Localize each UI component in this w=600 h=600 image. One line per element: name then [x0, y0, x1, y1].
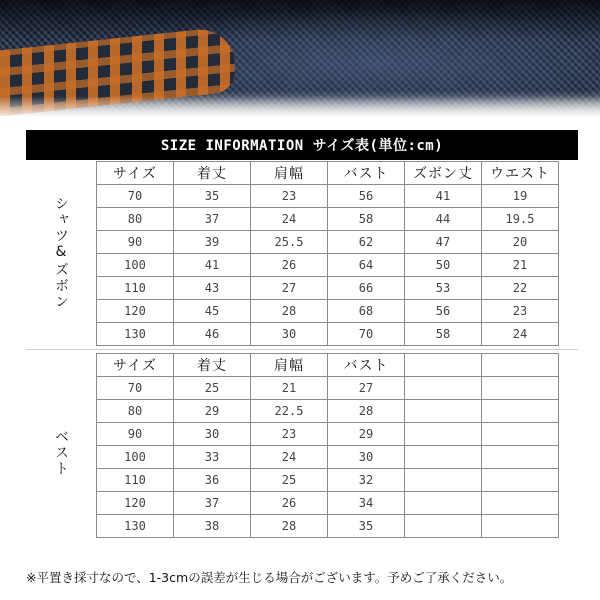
table-cell: 20 [482, 231, 559, 254]
table-cell: 56 [328, 185, 405, 208]
size-table-vest [96, 353, 559, 538]
table-cell: 19.5 [482, 208, 559, 231]
table-cell: 36 [174, 469, 251, 492]
table-cell: 25.5 [251, 231, 328, 254]
table-header-row [97, 162, 559, 185]
table-row [97, 377, 559, 400]
column-header [482, 354, 559, 377]
table-cell: 38 [174, 515, 251, 538]
table-cell: 22.5 [251, 400, 328, 423]
table-cell: 27 [328, 377, 405, 400]
table-cell: 29 [328, 423, 405, 446]
table-cell: 53 [405, 277, 482, 300]
table-row [97, 277, 559, 300]
table-cell: 22 [482, 277, 559, 300]
table-cell [405, 446, 482, 469]
table-row [97, 423, 559, 446]
table-cell [482, 377, 559, 400]
table-cell [482, 515, 559, 538]
table-cell: 56 [405, 300, 482, 323]
table-cell [405, 400, 482, 423]
table-cell: 46 [174, 323, 251, 346]
table-cell [482, 400, 559, 423]
table-cell: 28 [251, 300, 328, 323]
table-row [97, 515, 559, 538]
photo-fade [0, 96, 600, 120]
column-header: ズボン丈 [405, 162, 482, 185]
table-cell: 27 [251, 277, 328, 300]
table-cell: 24 [251, 446, 328, 469]
table-row [97, 446, 559, 469]
table-cell: 24 [482, 323, 559, 346]
table-cell [405, 492, 482, 515]
table-header-row [97, 354, 559, 377]
column-header [405, 354, 482, 377]
table-row [97, 300, 559, 323]
table-cell: 47 [405, 231, 482, 254]
section-divider [26, 349, 578, 350]
table-cell: 37 [174, 208, 251, 231]
table-cell: 70 [328, 323, 405, 346]
table-cell [482, 469, 559, 492]
table-cell: 21 [251, 377, 328, 400]
table-cell [482, 492, 559, 515]
table-row [97, 323, 559, 346]
column-header: 着丈 [174, 162, 251, 185]
table-cell: 30 [251, 323, 328, 346]
table-cell: 28 [251, 515, 328, 538]
table-cell: 29 [174, 400, 251, 423]
table-cell: 34 [328, 492, 405, 515]
table-cell: 100 [97, 446, 174, 469]
column-header: ウエスト [482, 162, 559, 185]
table-cell [405, 469, 482, 492]
table-cell: 58 [328, 208, 405, 231]
table-cell: 43 [174, 277, 251, 300]
table-cell: 110 [97, 469, 174, 492]
table-cell: 70 [97, 185, 174, 208]
table-cell: 23 [482, 300, 559, 323]
table-row [97, 400, 559, 423]
table-cell: 25 [251, 469, 328, 492]
table-cell: 39 [174, 231, 251, 254]
table-row [97, 185, 559, 208]
table-row [97, 231, 559, 254]
table-cell: 64 [328, 254, 405, 277]
table-cell: 41 [174, 254, 251, 277]
size-chart-title: SIZE INFORMATION サイズ表(単位:cm) [26, 130, 578, 160]
table-cell: 30 [328, 446, 405, 469]
table-cell: 35 [328, 515, 405, 538]
table-cell: 68 [328, 300, 405, 323]
table-cell: 28 [328, 400, 405, 423]
table-cell: 100 [97, 254, 174, 277]
table-cell: 23 [251, 423, 328, 446]
section-label-shirt-pants [26, 161, 96, 345]
column-header: 肩幅 [251, 162, 328, 185]
table-cell: 33 [174, 446, 251, 469]
column-header: サイズ [97, 354, 174, 377]
table-cell: 19 [482, 185, 559, 208]
table-cell [482, 423, 559, 446]
section-label-text: シャツ&ズボン [53, 196, 69, 310]
table-cell: 70 [97, 377, 174, 400]
size-table-shirt-pants [96, 161, 559, 346]
table-cell: 50 [405, 254, 482, 277]
table-row [97, 208, 559, 231]
section-label-vest [26, 353, 96, 553]
table-cell: 90 [97, 423, 174, 446]
column-header: 着丈 [174, 354, 251, 377]
table-cell: 45 [174, 300, 251, 323]
table-cell: 120 [97, 300, 174, 323]
table-cell [482, 446, 559, 469]
column-header: バスト [328, 162, 405, 185]
table-cell: 120 [97, 492, 174, 515]
column-header: サイズ [97, 162, 174, 185]
measurement-note: ※平置き採寸なので、1-3cmの誤差が生じる場合がございます。予めご了承ください。 [26, 570, 513, 585]
table-cell [405, 377, 482, 400]
section-label-text: ベスト [53, 429, 69, 477]
column-header: 肩幅 [251, 354, 328, 377]
table-cell: 80 [97, 208, 174, 231]
table-cell: 130 [97, 515, 174, 538]
table-cell: 41 [405, 185, 482, 208]
table-cell: 66 [328, 277, 405, 300]
table-cell: 58 [405, 323, 482, 346]
table-cell: 37 [174, 492, 251, 515]
table-row [97, 254, 559, 277]
table-cell: 130 [97, 323, 174, 346]
table-cell: 25 [174, 377, 251, 400]
table-cell: 32 [328, 469, 405, 492]
table-cell [405, 423, 482, 446]
column-header: バスト [328, 354, 405, 377]
table-cell: 23 [251, 185, 328, 208]
table-cell: 62 [328, 231, 405, 254]
table-cell: 80 [97, 400, 174, 423]
table-row [97, 492, 559, 515]
table-cell: 90 [97, 231, 174, 254]
table-cell: 110 [97, 277, 174, 300]
table-cell: 30 [174, 423, 251, 446]
table-cell: 24 [251, 208, 328, 231]
table-row [97, 469, 559, 492]
table-cell: 26 [251, 254, 328, 277]
table-cell [405, 515, 482, 538]
table-cell: 35 [174, 185, 251, 208]
table-cell: 26 [251, 492, 328, 515]
table-cell: 44 [405, 208, 482, 231]
table-cell: 21 [482, 254, 559, 277]
